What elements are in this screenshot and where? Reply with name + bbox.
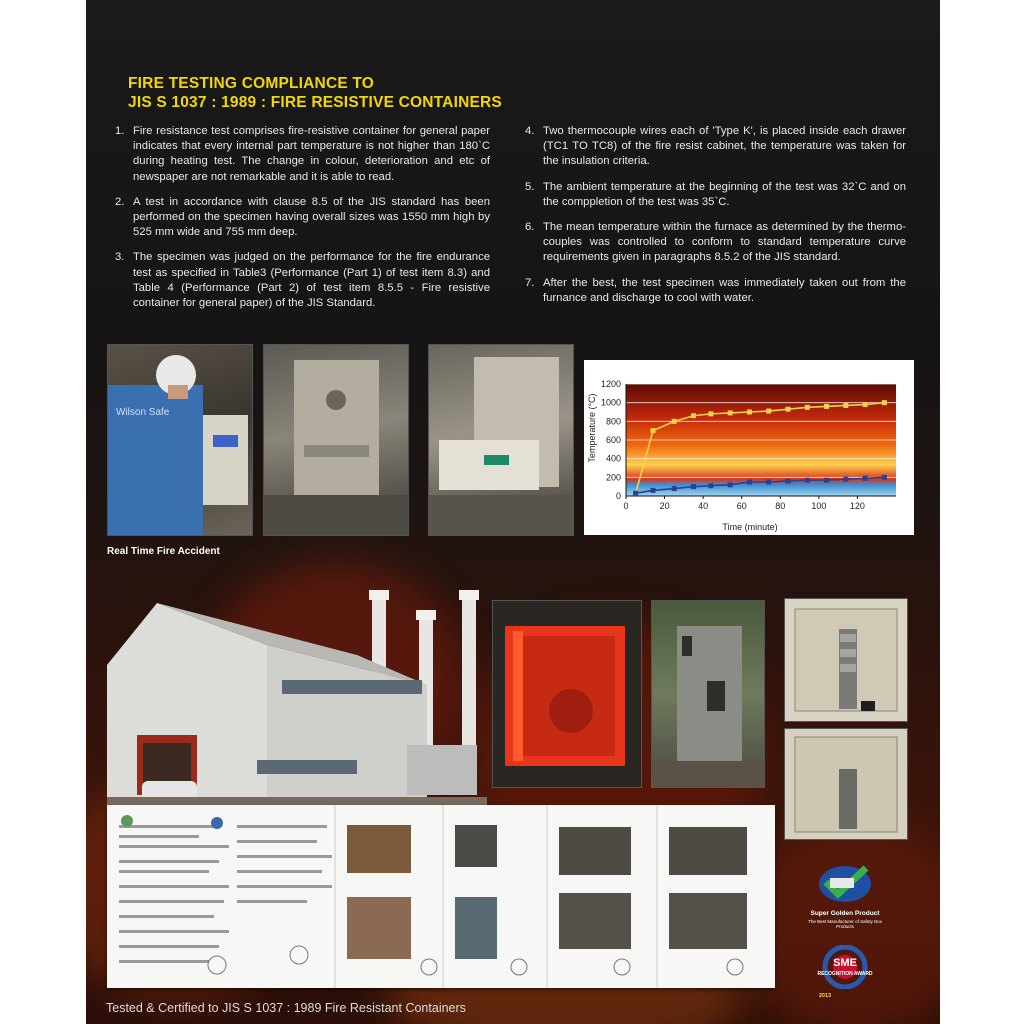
cabinet-illustration xyxy=(264,345,408,535)
data-point xyxy=(633,491,638,496)
data-point xyxy=(863,476,868,481)
x-axis-label: Time (minute) xyxy=(722,522,778,532)
data-point xyxy=(882,475,887,480)
data-point xyxy=(708,411,713,416)
data-point xyxy=(747,410,752,415)
badge1-subtitle: The Best Manufacturer of Safety Box Products xyxy=(808,919,882,929)
x-tick-label: 100 xyxy=(811,501,827,511)
data-point xyxy=(805,478,810,483)
list-item xyxy=(516,180,906,210)
list-item xyxy=(516,276,906,306)
badge1-title: Super Golden Product xyxy=(810,910,880,917)
data-point xyxy=(691,484,696,489)
data-point xyxy=(843,477,848,482)
cabinet-interior-photo-1 xyxy=(784,598,908,722)
interior-illustration-2 xyxy=(785,729,907,839)
item-number: 1. xyxy=(115,125,125,137)
item-number: 3. xyxy=(115,251,125,264)
y-tick-label: 400 xyxy=(605,453,621,464)
data-point xyxy=(882,400,887,405)
worker-illustration xyxy=(108,345,252,535)
cooled-specimen-photo xyxy=(651,600,765,788)
item-text: After the best, the test specimen was immediately taken out from the furnance and discharge to cool with water. xyxy=(543,276,906,304)
list-item xyxy=(106,124,490,185)
y-axis-label: Temperature (°C) xyxy=(587,393,597,463)
super-golden-product-badge xyxy=(810,862,880,932)
testing-facility-photo xyxy=(107,585,487,805)
item-number: 7. xyxy=(525,276,535,289)
list-item xyxy=(516,220,906,266)
badge2-year: 2013 xyxy=(818,993,832,999)
item-number: 2. xyxy=(115,195,125,208)
data-point xyxy=(766,480,771,485)
data-point xyxy=(672,419,677,424)
y-tick-label: 200 xyxy=(605,472,621,483)
furnace-illustration xyxy=(493,601,641,787)
facility-illustration xyxy=(107,585,487,805)
data-point xyxy=(766,409,771,414)
data-point xyxy=(824,478,829,483)
item-text: Two thermocouple wires each of 'Type K', is placed inside each drawer (TC1 TO TC8) of the fire resist cabinet, the temperature was taken for the insulation criteria. xyxy=(543,125,906,168)
test-report-strip xyxy=(107,805,775,988)
temperature-chart xyxy=(584,360,914,535)
data-point xyxy=(863,402,868,407)
page-title xyxy=(128,74,502,112)
golden-product-logo xyxy=(810,862,880,906)
item-text: Fire resistance test comprises fire-resistive container for general paper indicates that every internal part temperature is not higher than 180`C during heating test. The change in colour, deterioration and etc of newspaper are not remarkable and it is able to read. xyxy=(133,125,490,183)
list-item xyxy=(106,195,490,241)
x-tick-label: 20 xyxy=(659,501,670,511)
item-text: The specimen was judged on the performance for the fire endurance test as specified in Table3 (Performance (Part 1) of test item 8.3) and Table 4 (Performance (Part 2) of test item 8.5.5 - Fire resistive container for general paper) of the JIS Standard. xyxy=(133,251,490,310)
data-point xyxy=(843,403,848,408)
interior-illustration-1 xyxy=(785,599,907,721)
x-tick-label: 60 xyxy=(736,501,747,511)
title-line-1: FIRE TESTING COMPLIANCE TO xyxy=(128,75,375,92)
y-tick-label: 1000 xyxy=(600,397,621,408)
y-tick-label: 800 xyxy=(605,416,621,427)
photo-caption: Real Time Fire Accident xyxy=(107,546,220,557)
data-point xyxy=(805,405,810,410)
data-point xyxy=(747,480,752,485)
brochure-page xyxy=(86,0,940,1024)
compliance-list-left xyxy=(106,124,490,321)
item-number: 5. xyxy=(525,180,535,193)
item-text: The ambient temperature at the beginning of the test was 32`C and on the comppletion of the test was 35`C. xyxy=(543,180,906,208)
furnace-heating-photo xyxy=(492,600,642,788)
list-item xyxy=(516,124,906,170)
item-number: 4. xyxy=(525,125,535,137)
title-line-2: JIS S 1037 : 1989 : FIRE RESISTIVE CONTAINERS xyxy=(128,94,502,111)
data-point xyxy=(651,488,656,493)
sme-recognition-award-badge xyxy=(810,945,880,1007)
compliance-list-right xyxy=(516,124,906,316)
burnt-cabinet-photo xyxy=(263,344,409,536)
data-point xyxy=(786,479,791,484)
report-pages-illustration xyxy=(107,805,775,988)
item-number: 6. xyxy=(525,221,535,234)
data-point xyxy=(728,482,733,487)
y-tick-label: 1200 xyxy=(600,379,621,389)
data-point xyxy=(651,428,656,433)
badge2-title: SME xyxy=(833,957,857,969)
data-point xyxy=(728,410,733,415)
drawer-illustration xyxy=(429,345,573,535)
x-tick-label: 120 xyxy=(849,501,865,511)
item-text: A test in accordance with clause 8.5 of the JIS standard has been performed on the specimen having overall sizes was 1550 mm high by 525 mm wide and 755 mm deep. xyxy=(133,195,490,239)
badge2-subtitle: RECOGNITION AWARD xyxy=(817,971,873,977)
data-point xyxy=(824,404,829,409)
x-tick-label: 0 xyxy=(623,501,629,511)
item-text: The mean temperature within the furnace as determined by the thermo-couples was controlled to conform to standard temperature curve requirements given in paragraphs 8.5.2 of the JIS standard. xyxy=(543,221,906,264)
data-point xyxy=(786,407,791,412)
list-item xyxy=(106,250,490,311)
specimen-illustration xyxy=(652,601,764,787)
x-tick-label: 80 xyxy=(775,501,786,511)
data-point xyxy=(708,483,713,488)
y-tick-label: 600 xyxy=(605,435,621,445)
worker-inspection-photo xyxy=(107,344,253,536)
shirt-text: Wilson Safe xyxy=(116,407,170,418)
y-tick-label: 0 xyxy=(615,491,621,501)
data-point xyxy=(691,413,696,418)
certification-footer: Tested & Certified to JIS S 1037 : 1989 Fire Resistant Containers xyxy=(106,1001,466,1015)
data-point xyxy=(672,486,677,491)
opened-drawer-photo xyxy=(428,344,574,536)
x-tick-label: 40 xyxy=(698,501,709,511)
cabinet-interior-photo-2 xyxy=(784,728,908,840)
